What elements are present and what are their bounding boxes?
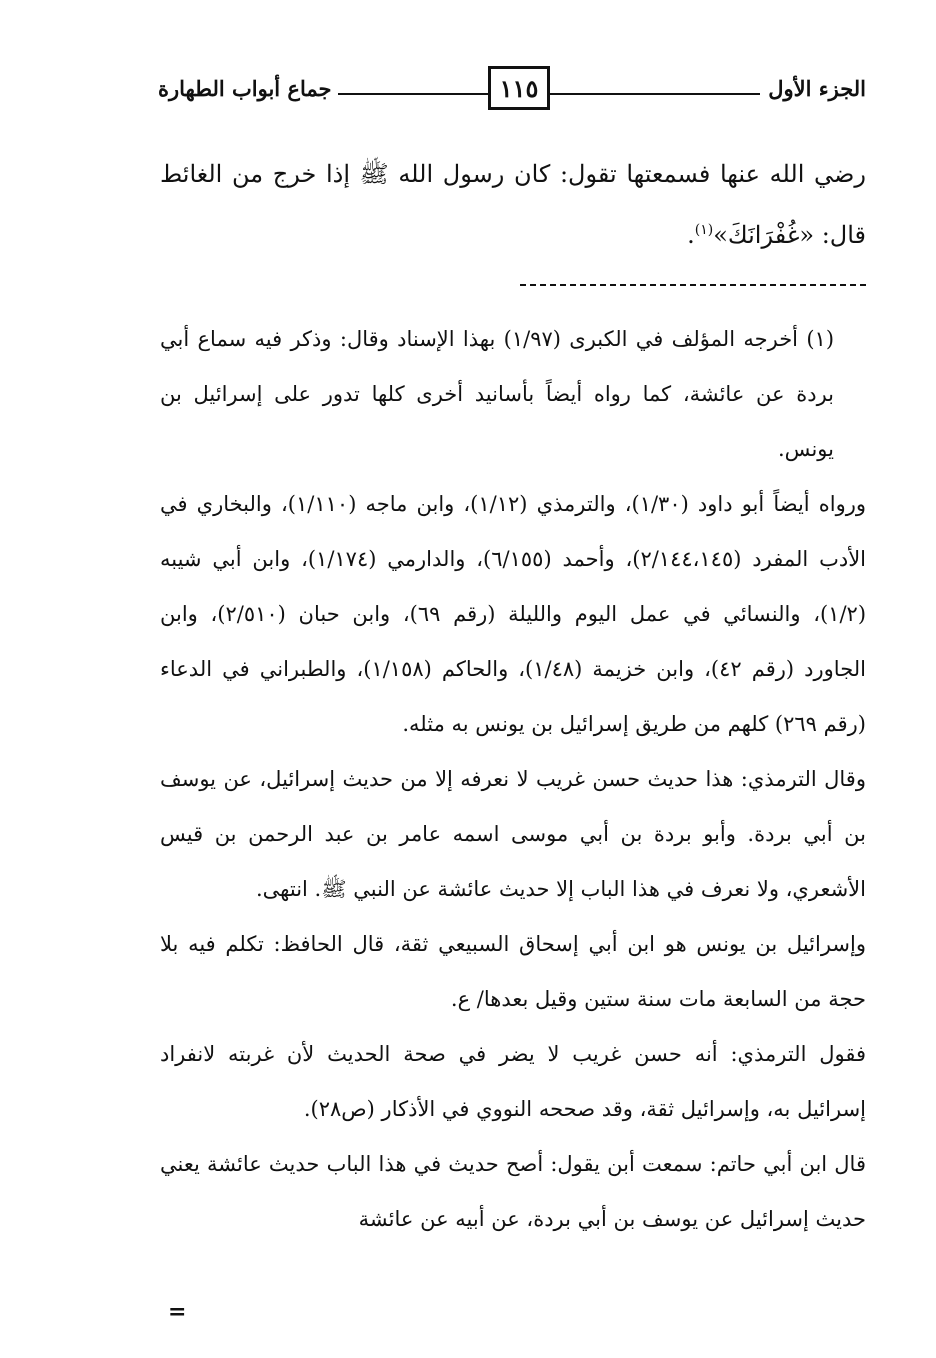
header-rule-left: [338, 93, 488, 95]
main-paragraph: رضي الله عنها فسمعتها تقول: كان رسول الله ﷺ إذا خرج من الغائط قال: «غُفْرَانَكَ»: [160, 160, 866, 249]
footnote-paragraph: ورواه أيضاً أبو داود (١/٣٠)، والترمذي (١/١٢)، وابن ماجه (١/١١٠)، والبخاري في الأدب المفرد (٢/١٤٤،١٤٥)، وأحمد (٦/١٥٥)، والدارمي (١/١٧٤)، وابن أبي شيبه (١/٢)، والنسائي في عمل اليوم والليلة (رقم ٦٩)، وابن حبان (٢/٥١٠)، وابن الجاورد (رقم ٤٢)، وابن خزيمة (١/٤٨)، والحاكم (١/١٥٨)، والطبراني في الدعاء (رقم ٢٦٩) كلهم من طريق إسرائيل بن يونس به مثله.: [160, 492, 867, 736]
section-title: جماع أبواب الطهارة: [158, 76, 332, 101]
header-rule-right: [550, 93, 760, 95]
footnote-paragraph: قال ابن أبي حاتم: سمعت أبن يقول: أصح حديث في هذا الباب حديث عائشة يعني حديث إسرائيل عن يوسف بن أبي بردة، عن أبيه عن عائشة: [160, 1152, 866, 1231]
footnote-paragraph: فقول الترمذي: أنه حسن غريب لا يضر في صحة الحديث لأن غربته لانفراد إسرائيل به، وإسرائيل ثقة، وقد صححه النووي في الأذكار (ص٢٨).: [160, 1042, 866, 1121]
main-text: [160, 146, 866, 263]
footnote-paragraph: (١) أخرجه المؤلف في الكبرى (١/٩٧) بهذا الإسناد وقال: وذكر فيه سماع أبي بردة عن عائشة، كما رواه أيضاً بأسانيد أخرى كلها تدور على إسرائيل بن يونس.: [160, 327, 835, 461]
footnote-divider: [520, 284, 866, 286]
continuation-mark: =: [168, 1299, 187, 1325]
page-header: [158, 66, 866, 116]
footnote-paragraph: وقال الترمذي: هذا حديث حسن غريب لا نعرفه إلا من حديث إسرائيل، عن يوسف بن أبي بردة. وأبو بردة بن أبي موسى اسمه عامر بن عبد الرحمن بن قيس الأشعري، ولا نعرف في هذا الباب إلا حديث عائشة عن النبي ﷺ. انتهى.: [160, 767, 866, 901]
main-end: .: [687, 221, 695, 249]
footnotes: [160, 312, 866, 1247]
footnote-paragraph: وإسرائيل بن يونس هو ابن أبي إسحاق السبيعي ثقة، قال الحافظ: تكلم فيه بلا حجة من السابعة مات سنة ستين وقيل بعدها/ ع.: [160, 932, 866, 1011]
footnote-reference: (١): [694, 222, 714, 238]
part-title: الجزء الأول: [768, 76, 866, 101]
page-number: ١١٥: [488, 66, 550, 110]
